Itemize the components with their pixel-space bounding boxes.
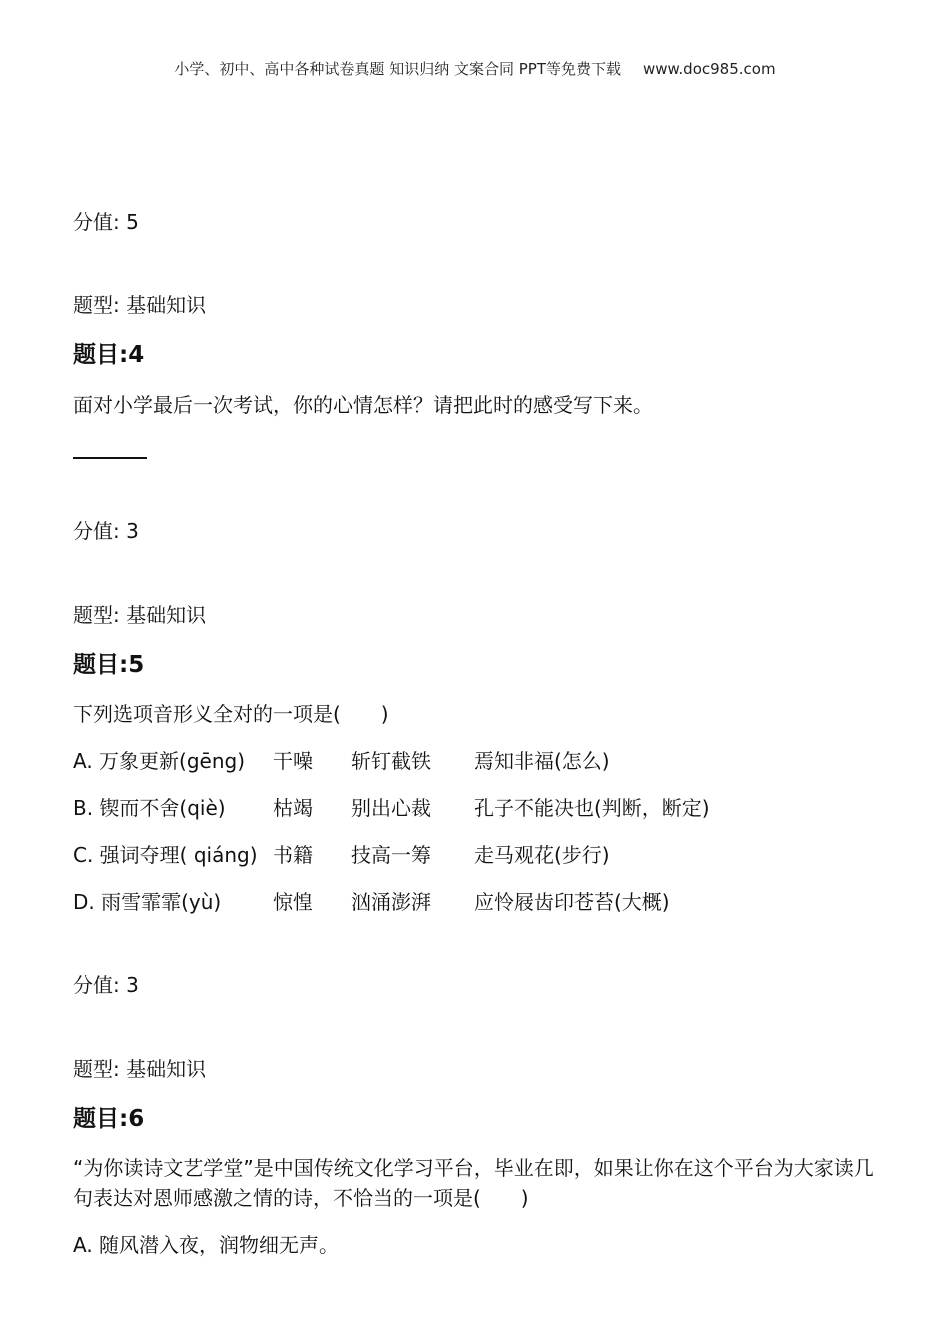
question-text: “为你读诗文艺学堂”是中国传统文化学习平台，毕业在即，如果让你在这个平台为大家读几句表达对恩师感激之情的诗，不恰当的一项是( ) xyxy=(73,1156,874,1210)
header-text: 小学、初中、高中各种试卷真题 知识归纳 文案合同 PPT等免费下载 xyxy=(174,60,621,78)
option-phrase: 应怜屐齿印苍苔(大概) xyxy=(474,890,670,914)
header-site[interactable]: www.doc985.com xyxy=(642,60,776,78)
score-label: 分值: 3 xyxy=(73,519,139,543)
question-text: 下列选项音形义全对的一项是( ) xyxy=(73,702,389,726)
option-word: 枯竭 xyxy=(273,796,313,820)
option-b[interactable] xyxy=(73,795,710,821)
option-a[interactable] xyxy=(73,748,610,774)
option-term: B. 锲而不舍(qiè) xyxy=(73,796,226,820)
option-idiom: 汹涌澎湃 xyxy=(351,890,431,914)
option-c[interactable] xyxy=(73,842,610,868)
page-header xyxy=(0,58,950,79)
option-term: A. 万象更新(gēng) xyxy=(73,749,246,773)
option-word: 干噪 xyxy=(273,749,313,773)
option-phrase: 焉知非福(怎么) xyxy=(474,749,610,773)
option-term: D. 雨雪霏霏(yù) xyxy=(73,890,222,914)
question-title: 题目:4 xyxy=(73,342,145,368)
option-d[interactable] xyxy=(73,889,670,915)
type-label: 题型: 基础知识 xyxy=(73,603,207,627)
question-title: 题目:5 xyxy=(73,652,145,678)
score-label: 分值: 5 xyxy=(73,210,139,234)
option-term: C. 强词夺理( qiáng) xyxy=(73,843,258,867)
option-phrase: 孔子不能决也(判断，断定) xyxy=(474,796,710,820)
type-label: 题型: 基础知识 xyxy=(73,293,207,317)
option-word: 惊惶 xyxy=(273,890,313,914)
question-text: 面对小学最后一次考试，你的心情怎样？请把此时的感受写下来。 xyxy=(73,393,653,417)
option-word: 书籍 xyxy=(273,843,313,867)
type-label: 题型: 基础知识 xyxy=(73,1057,207,1081)
score-label: 分值: 3 xyxy=(73,973,139,997)
question-title: 题目:6 xyxy=(73,1106,145,1132)
option-idiom: 别出心裁 xyxy=(351,796,431,820)
option-idiom: 技高一筹 xyxy=(351,843,431,867)
option-a[interactable]: A. 随风潜入夜，润物细无声。 xyxy=(73,1233,340,1257)
answer-blank[interactable] xyxy=(73,457,147,459)
option-idiom: 斩钉截铁 xyxy=(351,749,431,773)
option-phrase: 走马观花(步行) xyxy=(474,843,610,867)
